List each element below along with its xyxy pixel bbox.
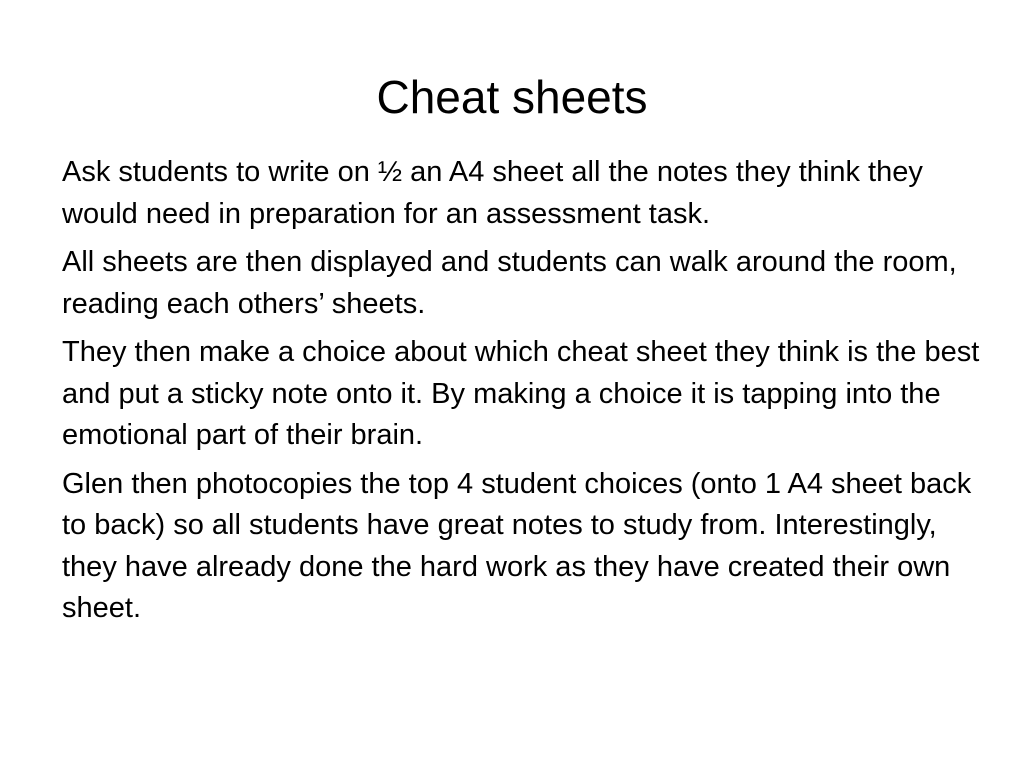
- body-paragraph: All sheets are then displayed and students can walk around the room, reading each others’ sheets.: [62, 246, 957, 320]
- body-paragraph: Ask students to write on ½ an A4 sheet all the notes they think they would need in preparation for an assessment task.: [62, 156, 923, 230]
- body-paragraph: Glen then photocopies the top 4 student choices (onto 1 A4 sheet back to back) so all students have great notes to study from. Interestingly, they have already done the hard work as they have created their own sheet.: [62, 467, 972, 624]
- body-paragraph: They then make a choice about which cheat sheet they think is the best and put a sticky note onto it. By making a choice it is tapping into the emotional part of their brain.: [62, 336, 980, 451]
- slide-title: Cheat sheets: [376, 71, 648, 123]
- slide-body: [62, 152, 982, 637]
